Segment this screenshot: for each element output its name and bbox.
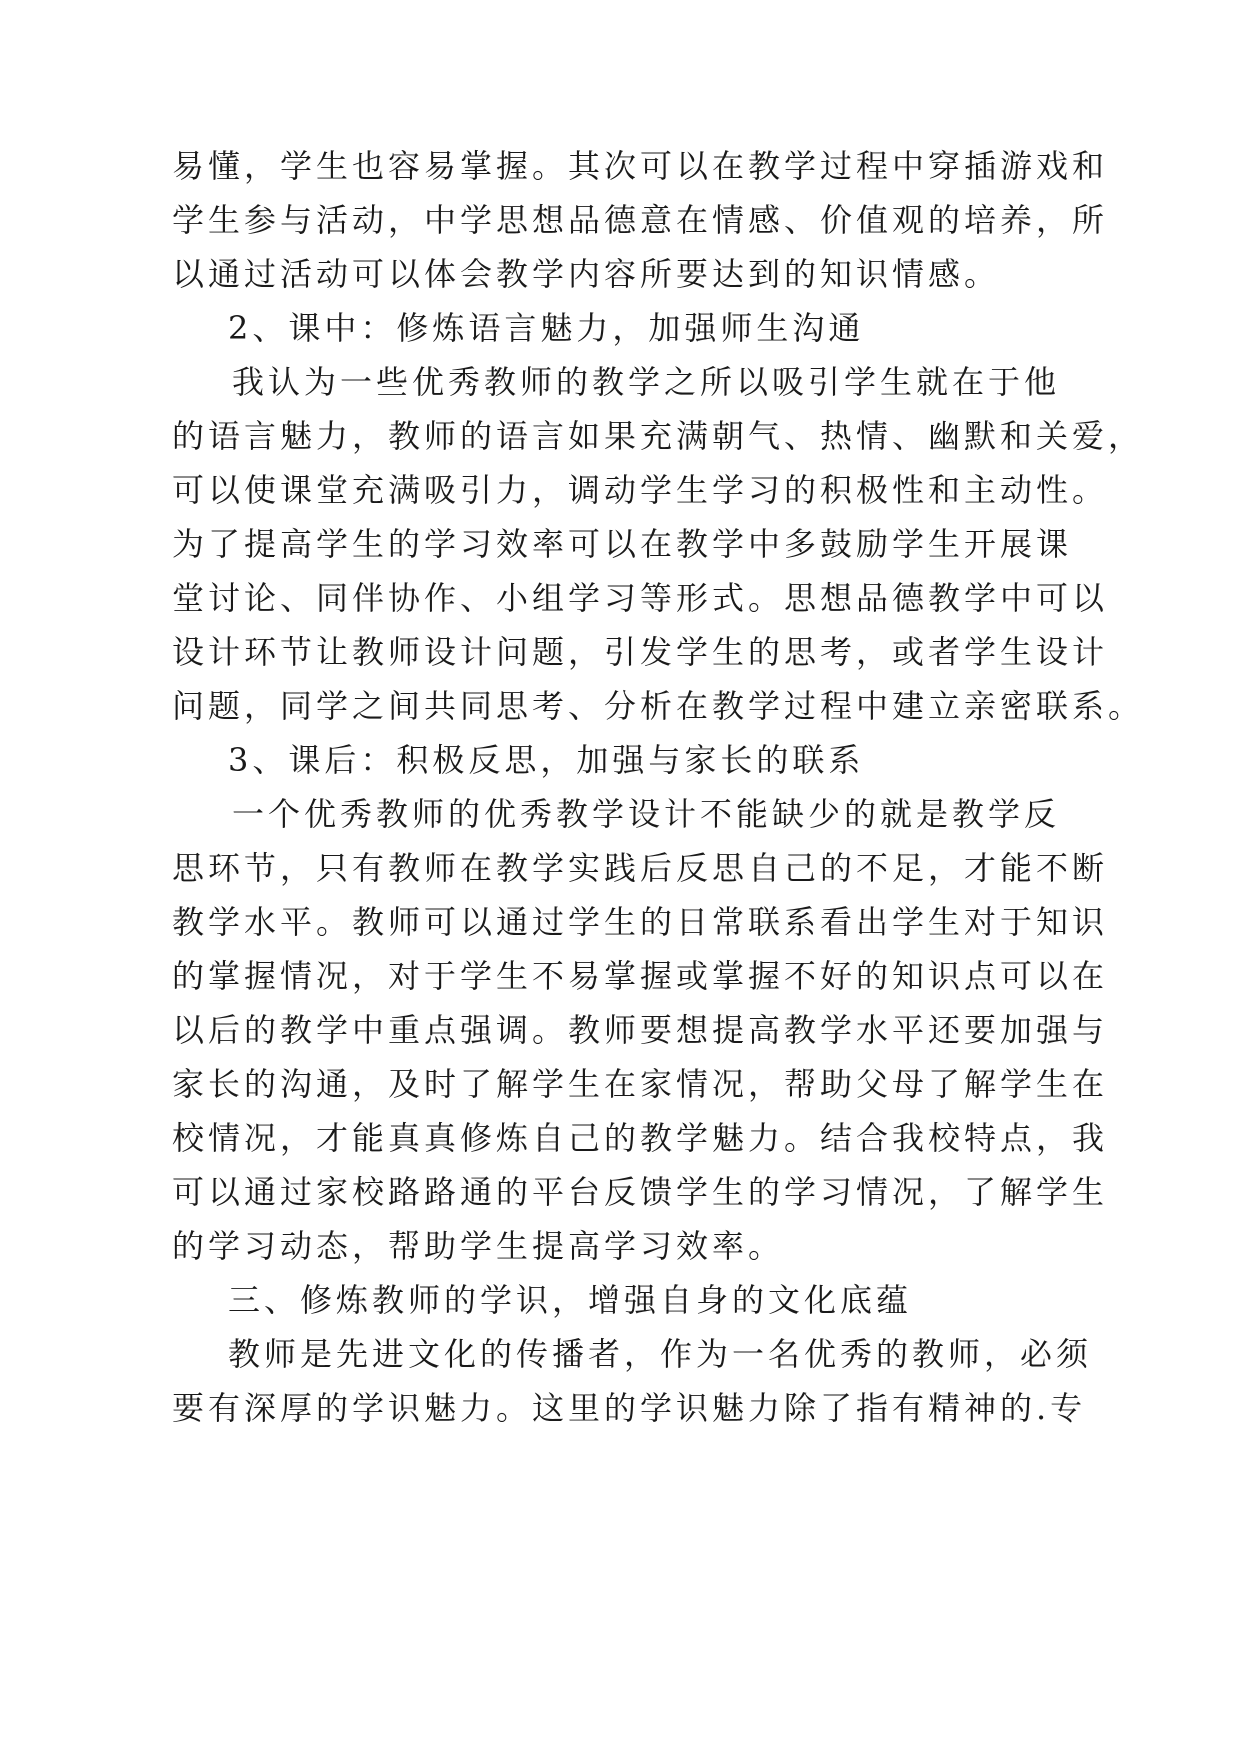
- text-line: 可以使课堂充满吸引力，调动学生学习的积极性和主动性。: [172, 471, 1109, 509]
- text-line: 我认为一些优秀教师的教学之所以吸引学生就在于他: [232, 363, 1061, 401]
- text-line: 为了提高学生的学习效率可以在教学中多鼓励学生开展课: [172, 525, 1073, 563]
- text-line: 教学水平。教师可以通过学生的日常联系看出学生对于知识: [172, 903, 1109, 941]
- text-line: 问题，同学之间共同思考、分析在教学过程中建立亲密联系。: [172, 687, 1145, 725]
- text-line: 的掌握情况，对于学生不易掌握或掌握不好的知识点可以在: [172, 957, 1109, 995]
- text-line: 可以通过家校路路通的平台反馈学生的学习情况，了解学生: [172, 1173, 1109, 1211]
- text-line: 设计环节让教师设计问题，引发学生的思考，或者学生设计: [172, 633, 1109, 671]
- section-heading: 3、课后：积极反思，加强与家长的联系: [228, 741, 865, 779]
- text-line: 一个优秀教师的优秀教学设计不能缺少的就是教学反: [232, 795, 1061, 833]
- text-line: 家长的沟通，及时了解学生在家情况，帮助父母了解学生在: [172, 1065, 1109, 1103]
- text-line: 学生参与活动，中学思想品德意在情感、价值观的培养，所: [172, 201, 1109, 239]
- text-line: 教师是先进文化的传播者，作为一名优秀的教师，必须: [228, 1335, 1093, 1373]
- section-heading: 2、课中：修炼语言魅力，加强师生沟通: [228, 309, 865, 347]
- text-line: 以后的教学中重点强调。教师要想提高教学水平还要加强与: [172, 1011, 1109, 1049]
- text-line: 的语言魅力，教师的语言如果充满朝气、热情、幽默和关爱，: [172, 417, 1145, 455]
- section-heading: 三、修炼教师的学识，增强自身的文化底蕴: [228, 1281, 913, 1319]
- text-line: 校情况，才能真真修炼自己的教学魅力。结合我校特点，我: [172, 1119, 1109, 1157]
- text-line: 要有深厚的学识魅力。这里的学识魅力除了指有精神的.专: [172, 1389, 1087, 1427]
- text-line: 以通过活动可以体会教学内容所要达到的知识情感。: [172, 255, 1001, 293]
- text-line: 思环节，只有教师在教学实践后反思自己的不足，才能不断: [172, 849, 1109, 887]
- text-line: 的学习动态，帮助学生提高学习效率。: [172, 1227, 785, 1265]
- text-line: 堂讨论、同伴协作、小组学习等形式。思想品德教学中可以: [172, 579, 1109, 617]
- text-line: 易懂，学生也容易掌握。其次可以在教学过程中穿插游戏和: [172, 147, 1109, 185]
